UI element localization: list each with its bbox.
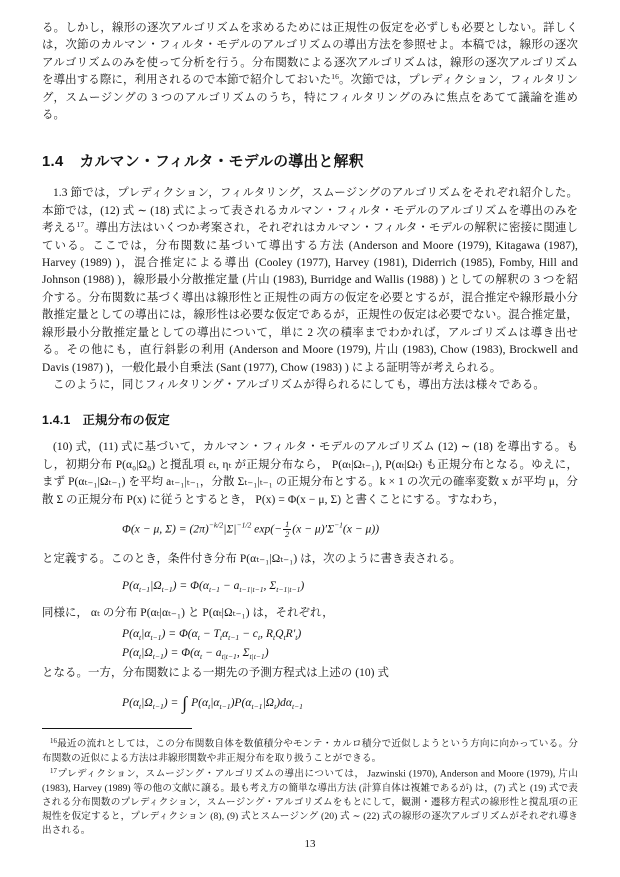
paragraph-intro (42, 20, 578, 124)
footnote-ref-17: 17 (76, 220, 85, 230)
subsection-title: 正規分布の仮定 (82, 413, 171, 428)
footnote-16 (42, 735, 578, 765)
formula-conditional-distribution: $P(\alpha_{t-1}|\Omega_{t-1}) = \Phi(\alpha_{t-1} - a_{t-1|t-1}$, $\Sigma_{t-1|t-1}$) (122, 579, 305, 595)
page-number: 13 (304, 838, 316, 850)
subsection-heading (42, 411, 578, 428)
section-number: 1.4 (42, 154, 64, 171)
paragraph-similarly: 同様に， αₜ の分布 P(αₜ|αₜ₋₁) と P(αₜ|Ωₜ₋₁) は，それぞれ， (42, 607, 334, 620)
subsection-number: 1.4.1 (42, 413, 71, 428)
paragraph-one-step-prediction: となる。一方，分布関数による一期先の予測方程式は上述の (10) 式 (42, 666, 390, 679)
footnote-17 (42, 765, 578, 837)
paragraph-after-definition: と定義する。このとき，条件付き分布 P(αₜ₋₁|Ωₜ₋₁) は，次のように書き表される。 (42, 552, 462, 565)
footnote-16-marker: 16 (50, 738, 57, 746)
paragraph-normal-assumption: (10) 式，(11) 式に基づいて，カルマン・フィルタ・モデルのアルゴリズム (12) ∼ (18) を導出する。もし，初期分布 P(α₀|Ω₀) と撹乱項 εₜ, ηₜ が正規分布なら， P(αₜ|Ωₜ₋₁), P(αₜ|Ωₜ) も正規分布となる。ゆえに，まず P(αₜ₋₁|Ωₜ₋₁) を平均 aₜ₋₁|ₜ₋₁，分散 Σₜ₋₁|ₜ₋₁ の正規分布とする。k × 1 の次元の確率変数 x が平均 μ，分散 Σ の正規分布 P(x) に従うとするとき， P(x) = Φ(x − μ, Σ) と書くことにする。すなわち， (42, 441, 578, 506)
formula-prediction-distribution: $P(\alpha_t|\Omega_{t-1}) = \Phi(\alpha_t - a_{t|t-1}$, $\Sigma_{t|t-1}$) (122, 645, 269, 661)
section-title: カルマン・フィルタ・モデルの導出と解釈 (79, 154, 364, 171)
paragraph-derivation-text: 1.3 節では，プレディクション，フィルタリング，スムージングのアルゴリズムをそれぞれ紹介した。本節では，(12) 式 ∼ (18) 式によって表されるカルマン・フィルタ・モデルのアルゴリズムを導出のみを考える (42, 187, 578, 235)
footnote-16-text: 最近の流れとしては，この分布関数自体を数値積分やモンテ・カルロ積分で近似しようという方向に向かっている。分布関数の近似による方法は非線形関数や非正規分布を取り扱うことができる。 (42, 738, 578, 764)
paragraph-derivation-continuation: 。導出方法はいくつか考案され，それぞれはカルマン・フィルタ・モデルの解釈に密接に関連している。ここでは，分布関数に基づいて導出する方法 (Anderson and Moore (1979), Kitagawa (1987), Harvey (1989) )，混合推定による導出 (Cooley (1977), Harvey (1981), Diderrich (1985), Fomby, Hill and Johnson (1988) )，線形最小分散推定量 (片山 (1983), Burridge and Wallis (1988) ) としての解釈の 3 つを紹介する。分布関数に基づく導出は線形性と正規性の両方の仮定を必要とするが，混合推定や線形最小分散推定量としての導出には，線形性は必要な仮定であるが，正規性の仮定は必要でない。混合推定量，線形最小分散推定量としての導出について，単に 2 次の積率までわかれば，アルゴリズムは導き出せる。その他にも，直行斜影の利用 (Anderson and Moore (1979), 片山 (1983), Chow (1983), Brockwell and Davis (1987) )，一般化最小自乗法 (Sant (1977), Chow (1983) ) による証明等が考えられる。 (42, 222, 578, 374)
paragraph-summary: このように，同じフィルタリング・アルゴリズムが得られるにしても，導出方法は様々である。 (53, 378, 545, 391)
footnote-17-text: プレディクション，スムージング・アルゴリズムの導出については， Jazwinski (1970), Anderson and Moore (1979), 片山 (1983), Harvey (1989) 等の他の文献に譲る。最も考え方の簡単な導出方法 (計算自体は複雑であるが) は，(7) 式と (19) 式で表される分布関数のプレディクション，スムージング・アルゴリズムをもとにして，観測・遷移方程式の線形性と撹乱項の正規性を仮定すると，プレディクション (8), (9) 式とスムージング (20) 式 ∼ (22) 式の線形の逐次アルゴリズムがそれぞれ導き出される。 (42, 768, 578, 836)
footnote-17-marker: 17 (50, 768, 57, 776)
footnote-ref-16: 16 (331, 72, 339, 82)
footnote-separator-rule (42, 728, 192, 729)
formula-normal-density-definition: Φ(x − μ, $\Sigma) = (2\pi)^{-k/2}|\Sigma|^{-1/2}$ exp(− $\frac{1}{2}$ $(x - \mu)'\Sigma^{-1}(x - \mu)$) (122, 518, 380, 540)
section-heading (42, 150, 578, 171)
paragraph-intro-text: る。しかし，線形の逐次アルゴリズムを求めるためには正規性の仮定を必ずしも必要としない。詳しくは，次節のカルマン・フィルタ・モデルのアルゴリズムの導出方法を参照せよ。本稿では，線形の逐次アルゴリズムのみを使って分析を行う。分布関数による逐次アルゴリズムは，線形の逐次アルゴリズムを導出する際に，利用されるので本節で紹介しておいた (42, 22, 578, 87)
paragraph-derivation-methods (42, 185, 578, 376)
formula-transition-distribution: $P(\alpha_t|\alpha_{t-1}) = \Phi(\alpha_t - T_t\alpha_{t-1} - c_t$, $R_tQ_tR'_t$) (122, 626, 302, 642)
formula-prediction-integral: $P(\alpha_t|\Omega_{t-1})$ = ∫ $P(\alpha_t|\alpha_{t-1})P(\alpha_{t-1}|\Omega_t)d\alpha_{t-1}$ (122, 693, 303, 714)
paragraph-intro-continuation: 。次節では，プレディクション，フィルタリング，スムージングの 3 つのアルゴリズムのうち，特にフィルタリングのみに焦点をあてて議論を進める。 (42, 74, 578, 122)
